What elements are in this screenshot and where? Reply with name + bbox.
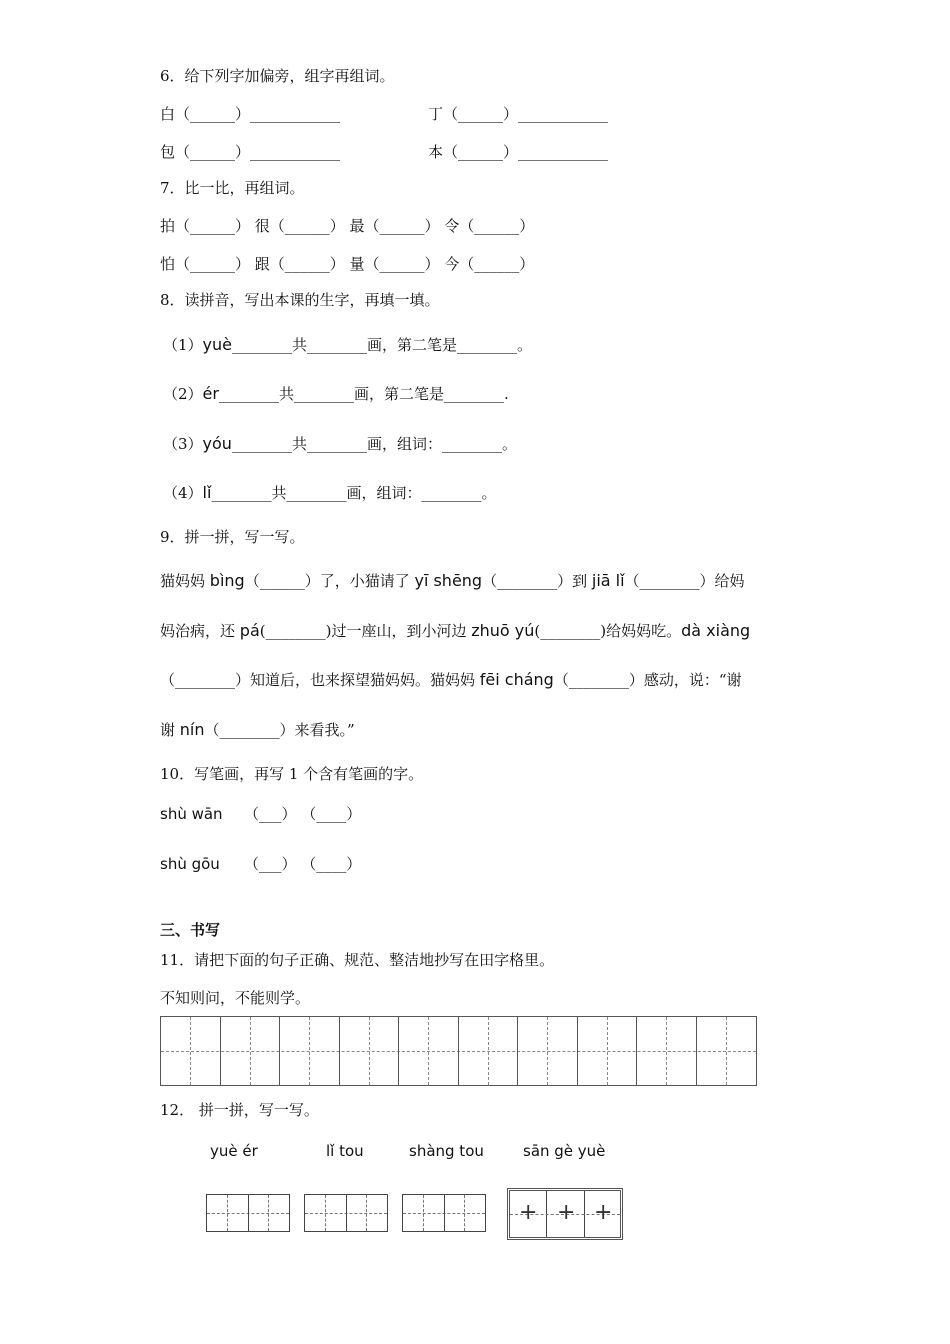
q10-title: 10．写笔画，再写 1 个含有笔画的字。 <box>160 765 424 783</box>
q9-pinyin: jiā lǐ <box>591 571 625 590</box>
writing-grid-1[interactable] <box>206 1194 290 1232</box>
grid-cell[interactable] <box>280 1017 340 1085</box>
q8-item-pinyin: lǐ <box>202 483 212 502</box>
q8-item-rest: ________共________画，第二笔是________. <box>218 385 509 403</box>
q9-line-2 <box>160 621 750 641</box>
q9-text: （________）到 <box>482 572 592 590</box>
q6-row1-left: 白（______）____________ <box>160 105 341 123</box>
q9-title: 9．拼一拼，写一写。 <box>160 528 305 546</box>
q12-word-2: lǐ tou <box>326 1142 364 1160</box>
grid-cell[interactable] <box>578 1017 638 1085</box>
q9-pinyin: fēi cháng <box>479 670 554 689</box>
grid-cell[interactable] <box>637 1017 697 1085</box>
q6-row2-left: 包（______）____________ <box>160 143 341 161</box>
q6-row1-right: 丁（______）____________ <box>428 105 609 123</box>
q9-text: （______）了，小猫请了 <box>244 572 415 590</box>
q8-item-3 <box>163 434 517 454</box>
q9-pinyin: dà xiàng <box>681 621 751 640</box>
q12-word-1: yuè ér <box>210 1142 258 1160</box>
q8-item-pinyin: yóu <box>202 434 232 453</box>
q10-item-1-blanks: （___） （____） <box>244 805 362 823</box>
q9-text: （________）来看我。” <box>204 721 355 739</box>
grid-cell[interactable] <box>459 1017 519 1085</box>
q9-text: （________）知道后，也来探望猫妈妈。猫妈妈 <box>160 671 480 689</box>
q9-text: 谢 <box>160 721 180 739</box>
q6-row2-right: 本（______）____________ <box>428 143 609 161</box>
grid-cross-mark: + <box>594 1200 613 1225</box>
q9-text: (________)过一座山，到小河边 <box>259 622 472 640</box>
q9-text: （________）给妈 <box>624 572 745 590</box>
q6-title: 6．给下列字加偏旁，组字再组词。 <box>160 67 395 85</box>
q9-line-4 <box>160 720 355 740</box>
grid-cell[interactable] <box>518 1017 578 1085</box>
q8-item-num: （4） <box>163 484 203 502</box>
q9-line-1 <box>160 571 745 591</box>
q8-item-num: （1） <box>163 336 203 354</box>
q9-text: （________）感动，说：“谢 <box>553 671 742 689</box>
q9-pinyin: pá <box>239 621 260 640</box>
q10-item-2-pinyin: shù gōu <box>160 855 220 873</box>
q9-text: (________)给妈妈吃。 <box>534 622 682 640</box>
q8-item-rest: ________共________画，组词：________。 <box>211 484 497 502</box>
grid-cell[interactable] <box>697 1017 757 1085</box>
q8-item-rest: ________共________画，第二笔是________。 <box>232 336 533 354</box>
q9-text: 猫妈妈 <box>160 572 210 590</box>
tianzige-grid[interactable] <box>160 1016 757 1086</box>
q9-pinyin: bìng <box>209 571 245 590</box>
q12-title: 12． 拼一拼，写一写。 <box>160 1101 319 1119</box>
q8-item-pinyin: ér <box>202 384 219 403</box>
grid-cell[interactable] <box>161 1017 221 1085</box>
q9-pinyin: nín <box>179 720 205 739</box>
q9-pinyin: yī shēng <box>414 571 483 590</box>
q8-title: 8．读拼音，写出本课的生字，再填一填。 <box>160 291 440 309</box>
grid-cross-mark: + <box>519 1200 538 1225</box>
q9-line-3 <box>160 670 742 690</box>
q8-item-1 <box>163 335 532 355</box>
writing-grid-3[interactable] <box>402 1194 486 1232</box>
q7-title: 7．比一比，再组词。 <box>160 179 305 197</box>
q7-row1: 拍（______） 很（______） 最（______） 令（______） <box>160 217 535 235</box>
q12-word-4: sān gè yuè <box>523 1142 606 1160</box>
q10-item-1-pinyin: shù wān <box>160 805 223 823</box>
section-heading: 三、书写 <box>160 921 221 939</box>
q8-item-pinyin: yuè <box>202 335 232 354</box>
q11-sentence: 不知则问，不能则学。 <box>160 989 311 1007</box>
q9-text: 妈治病，还 <box>160 622 240 640</box>
q7-row2: 怕（______） 跟（______） 量（______） 今（______） <box>160 255 535 273</box>
grid-cell[interactable] <box>340 1017 400 1085</box>
q9-pinyin: zhuō yú <box>471 621 535 640</box>
q11-title: 11．请把下面的句子正确、规范、整洁地抄写在田字格里。 <box>160 951 555 969</box>
writing-grid-4[interactable] <box>507 1188 623 1240</box>
q12-word-3: shàng tou <box>409 1142 484 1160</box>
grid-cross-mark: + <box>557 1200 576 1225</box>
q8-item-2 <box>163 384 509 404</box>
grid-cell[interactable] <box>221 1017 281 1085</box>
q8-item-num: （2） <box>163 385 203 403</box>
q8-item-rest: ________共________画，组词：________。 <box>231 435 517 453</box>
q10-item-2-blanks: （___） （____） <box>244 855 362 873</box>
grid-cell[interactable] <box>399 1017 459 1085</box>
q8-item-num: （3） <box>163 435 203 453</box>
q8-item-4 <box>163 483 496 503</box>
writing-grid-2[interactable] <box>304 1194 388 1232</box>
